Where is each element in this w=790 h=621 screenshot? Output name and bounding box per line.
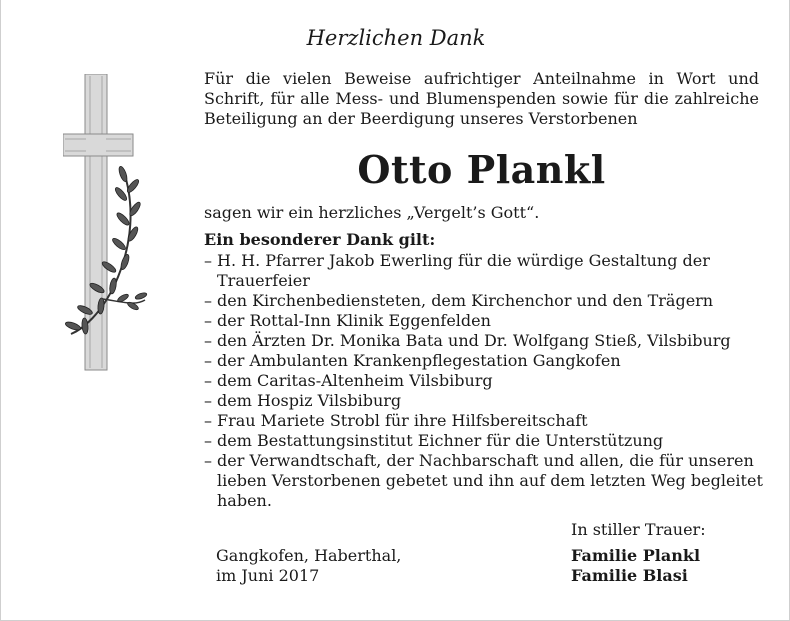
dash: – [204, 411, 212, 430]
list-item: – dem Bestattungsinstitut Eichner für die Unterstützung [204, 431, 664, 450]
dash: – [204, 251, 212, 270]
families [571, 546, 700, 586]
dash: – [204, 391, 212, 410]
intro-text: Für die vielen Beweise aufrichtiger Anteilnahme in Wort und Schrift, für alle Mess- und Blumenspenden sowie für die zahlreiche Beteiligung an der Beerdigung unseres Verstorbenen [204, 69, 759, 128]
list-item: – der Verwandtschaft, der Nachbarschaft und allen, die für unseren lieben Verstorbenen gebetet und ihn auf dem letzten Weg begleitet haben. [204, 451, 763, 510]
dash: – [204, 351, 212, 370]
cross-with-palm-branch-icon [63, 74, 153, 374]
dash: – [204, 451, 212, 470]
family-name: Familie Plankl [571, 546, 701, 565]
dash: – [204, 291, 212, 310]
thanks-line: sagen wir ein herzliches „Vergelt’s Gott“. [204, 203, 540, 222]
place-date [216, 546, 401, 586]
thanks-list [204, 251, 764, 511]
mourning-label: In stiller Trauer: [571, 520, 706, 539]
dash: – [204, 371, 212, 390]
list-item: – den Ärzten Dr. Monika Bata und Dr. Wolfgang Stieß, Vilsbiburg [204, 331, 731, 350]
list-item: – dem Hospiz Vilsbiburg [204, 391, 402, 410]
heading: Herzlichen Dank [306, 26, 486, 50]
place-line: Gangkofen, Haberthal, [216, 546, 402, 565]
family-name: Familie Blasi [571, 566, 688, 585]
dash: – [204, 311, 212, 330]
dash: – [204, 331, 212, 350]
list-item: – der Rottal-Inn Klinik Eggenfelden [204, 311, 491, 330]
list-item: – dem Caritas-Altenheim Vilsbiburg [204, 371, 493, 390]
list-item: – der Ambulanten Krankenpflegestation Gangkofen [204, 351, 621, 370]
deceased-name: Otto Plankl [357, 147, 606, 192]
list-item: – H. H. Pfarrer Jakob Ewerling für die würdige Gestaltung der Trauerfeier [204, 251, 710, 290]
dash: – [204, 431, 212, 450]
date-line: im Juni 2017 [216, 566, 320, 585]
list-item: – den Kirchenbediensteten, dem Kirchenchor und den Trägern [204, 291, 714, 310]
list-item: – Frau Mariete Strobl für ihre Hilfsbereitschaft [204, 411, 588, 430]
special-thanks-heading: Ein besonderer Dank gilt: [204, 230, 436, 249]
